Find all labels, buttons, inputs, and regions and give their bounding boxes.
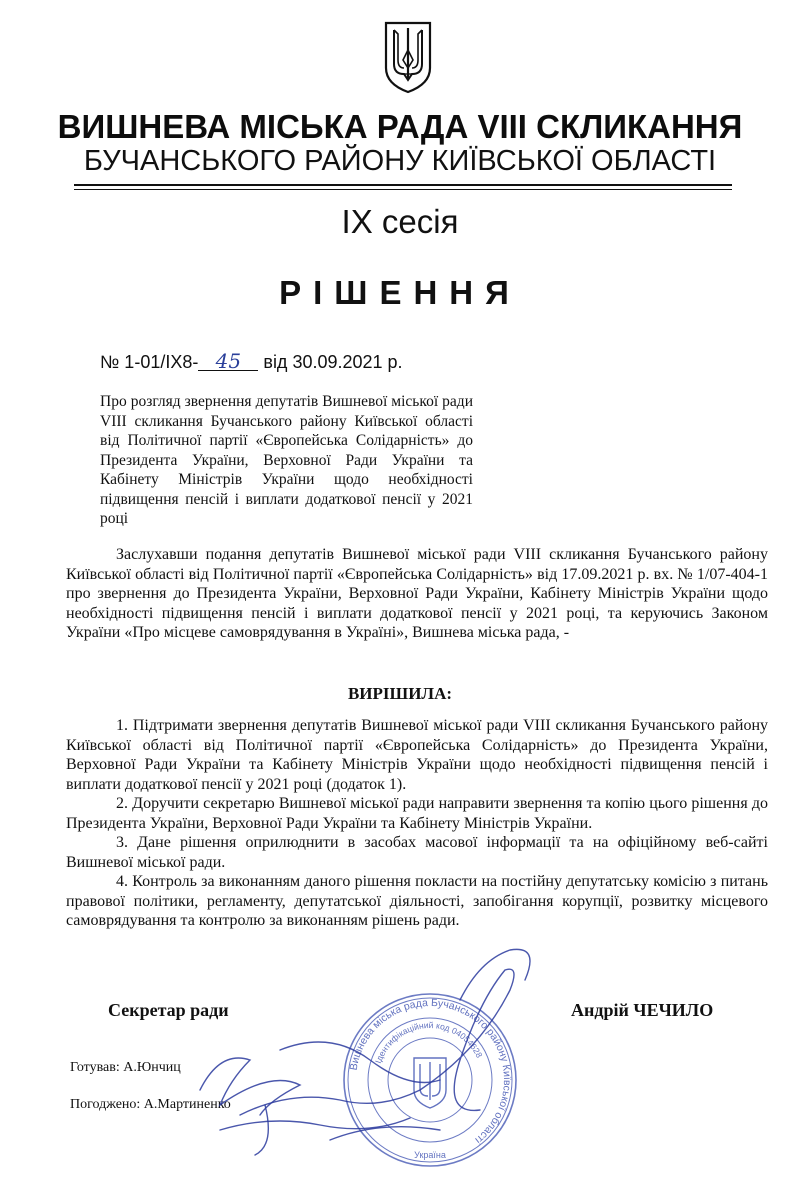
stamp-bottom-text: Україна [414, 1150, 446, 1160]
signatory-name: Андрій ЧЕЧИЛО [571, 1000, 714, 1020]
decision-subject: Про розгляд звернення депутатів Вишневої міської ради VIII скликання Бучанського району Київської області від Політичної партії «Європейська Солідарність» до Президента України, Верховної Ради України та Кабінету Міністрів України щодо необхідності підвищення пенсій і виплати додаткової пенсії у 2021 році [100, 393, 473, 527]
district-title: БУЧАНСЬКОГО РАЙОНУ КИЇВСЬКОЇ ОБЛАСТІ [83, 145, 717, 177]
signatory-title: Секретар ради [108, 1000, 229, 1020]
document-type-title: РІШЕННЯ [279, 274, 521, 311]
decision-date: від 30.09.2021 р. [263, 352, 403, 372]
prepared-by: Готував: А.Юнчиц [70, 1060, 181, 1075]
header-rule-thin [74, 189, 732, 190]
header-rule-thick [74, 184, 732, 186]
resolution-item-3: 3. Дане рішення оприлюднити в засобах масової інформації та на офіційному веб-сайті Вишневої міської ради. [66, 834, 768, 871]
resolution-items [66, 716, 768, 931]
council-title: ВИШНЕВА МІСЬКА РАДА VIII СКЛИКАННЯ [57, 108, 743, 145]
decision-number-prefix: № 1-01/IX8- [100, 352, 199, 372]
stamp-ring-text: Вишнева міська рада Бучанського району Київської області [347, 996, 514, 1147]
handwritten-decision-number: 45 [198, 352, 258, 371]
stamp-inner-text: Ідентифікаційний код 04054628 [372, 1019, 485, 1065]
agreed-by: Погоджено: А.Мартиненко [70, 1097, 231, 1112]
resolved-heading: ВИРІШИЛА: [347, 684, 453, 703]
resolution-item-4: 4. Контроль за виконанням даного рішення покласти на постійну депутатську комісію з питань правової політики, регламенту, депутатської діяльності, запобігання корупції, розвитку місцевого самоврядування та контролю за виконанням рішень ради. [66, 873, 768, 929]
preamble-block [66, 545, 768, 643]
decision-number-line [100, 349, 403, 373]
trident-coat-of-arms-icon [382, 20, 434, 94]
resolution-item-1: 1. Підтримати звернення депутатів Вишневої міської ради VIII скликання Бучанського району Київської області від Політичної партії «Європейська Солідарність» до Президента України, Верховної Ради України та Кабінету Міністрів України щодо необхідності підвищення пенсій і виплати додаткової пенсії у 2021 році (додаток 1). [66, 717, 768, 793]
resolution-item-2: 2. Доручити секретарю Вишневої міської ради направити звернення та копію цього рішення до Президента України, Верховної Ради України та Кабінету Міністрів України. [66, 795, 768, 832]
preamble-paragraph: Заслухавши подання депутатів Вишневої міської ради VIII скликання Бучанського району Київської області від Політичної партії «Європейська Солідарність» від 17.09.2021 р. вх. № 1/07-404-1 про звернення до Президента України, Верховної Ради України, Кабінету Міністрів України щодо необхідності підвищення пенсій і виплати додаткової пенсії у 2021 році, та керуючись Законом України «Про місцеве самоврядування в Україні», Вишнева міська рада, - [66, 546, 768, 641]
handwritten-signature [180, 940, 610, 1180]
session-title: IX сесія [341, 203, 459, 240]
